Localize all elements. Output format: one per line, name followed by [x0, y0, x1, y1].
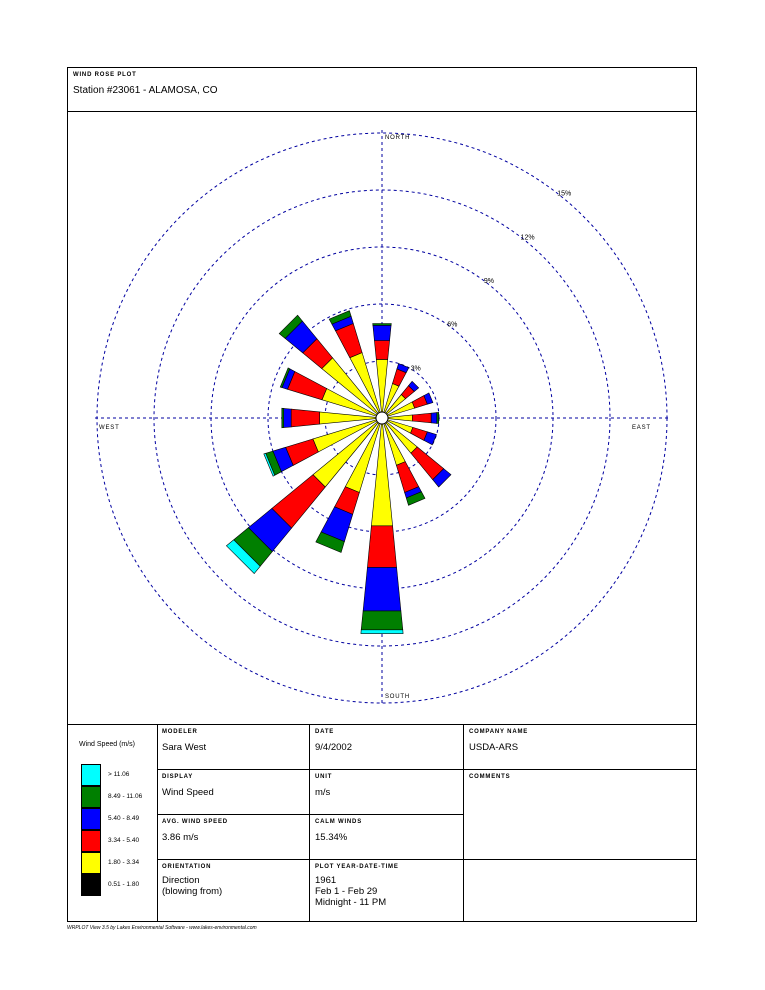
- legend-swatch-5: [81, 874, 101, 896]
- display-label: DISPLAY: [162, 774, 194, 780]
- avg-speed-value: 3.86 m/s: [162, 832, 199, 843]
- avg-speed-label: AVG. WIND SPEED: [162, 819, 228, 825]
- orientation-value-1: Direction: [162, 875, 200, 886]
- west-label: WEST: [99, 425, 120, 431]
- calm-circle: [376, 412, 388, 424]
- petal-N-bin-3: [373, 325, 391, 340]
- date-label: DATE: [315, 729, 335, 735]
- wind-rose-chart: [67, 112, 697, 724]
- footer-col-divider-3: [463, 724, 464, 922]
- ring-label-6: 6%: [447, 321, 458, 329]
- petal-W-bin-2: [291, 409, 319, 427]
- ring-label-3: 3%: [410, 365, 421, 373]
- legend-swatch-1: [81, 786, 101, 808]
- calm-winds-label: CALM WINDS: [315, 819, 362, 825]
- calm-winds-value: 15.34%: [315, 832, 348, 843]
- ring-labels-group: [411, 191, 572, 373]
- petal-N-bin-4: [373, 324, 392, 326]
- petal-E-bin-2: [412, 413, 431, 423]
- company-label: COMPANY NAME: [469, 729, 529, 735]
- petal-W-bin-3: [284, 408, 292, 427]
- footer-row-divider-3: [157, 859, 697, 860]
- unit-value: m/s: [315, 787, 331, 798]
- legend-swatch-4: [81, 852, 101, 874]
- petal-S-bin-2: [367, 526, 396, 568]
- ring-label-15: 15%: [557, 190, 572, 198]
- legend-label-1: 8.49 - 11.06: [108, 793, 143, 800]
- east-label: EAST: [632, 425, 651, 431]
- modeler-value: Sara West: [162, 742, 207, 753]
- legend-swatch-3: [81, 830, 101, 852]
- plot-date-value: Feb 1 - Feb 29: [315, 886, 378, 897]
- footer-col-divider-1: [157, 724, 158, 922]
- comments-label: COMMENTS: [469, 774, 511, 780]
- station-title: Station #23061 - ALAMOSA, CO: [73, 85, 218, 96]
- unit-label: UNIT: [315, 774, 333, 780]
- orientation-label: ORIENTATION: [162, 864, 212, 870]
- legend-label-4: 1.80 - 3.34: [108, 859, 140, 866]
- footer-col-divider-2: [309, 724, 310, 922]
- ring-label-9: 9%: [483, 278, 495, 286]
- ring-label-12: 12%: [520, 234, 535, 242]
- modeler-label: MODELER: [162, 729, 198, 735]
- legend-label-5: 0.51 - 1.80: [108, 881, 140, 888]
- petal-E-bin-4: [437, 412, 439, 423]
- petal-W-bin-4: [282, 408, 284, 428]
- footer-divider: [67, 724, 697, 725]
- petal-N-bin-2: [374, 341, 389, 360]
- petal-E-bin-3: [431, 413, 437, 424]
- date-value: 9/4/2002: [315, 742, 352, 753]
- north-label: NORTH: [385, 135, 411, 141]
- company-value: USDA-ARS: [469, 742, 519, 753]
- plot-year-value: 1961: [315, 875, 337, 886]
- legend-label-3: 3.34 - 5.40: [108, 837, 140, 844]
- orientation-value-2: (blowing from): [162, 886, 223, 897]
- plot-type-label: WIND ROSE PLOT: [73, 72, 137, 78]
- footer-row-divider-2: [157, 814, 463, 815]
- plot-time-label: PLOT YEAR-DATE-TIME: [315, 864, 399, 870]
- plot-time-value: Midnight - 11 PM: [315, 897, 387, 908]
- display-value: Wind Speed: [162, 787, 214, 798]
- petals-group: [226, 311, 451, 634]
- south-label: SOUTH: [385, 694, 410, 700]
- footer-row-divider-1: [157, 769, 697, 770]
- legend-label-0: > 11.06: [108, 771, 130, 778]
- petal-S-bin-5: [361, 630, 403, 634]
- legend-swatch-0: [81, 764, 101, 786]
- legend-swatch-2: [81, 808, 101, 830]
- legend-label-2: 5.40 - 8.49: [108, 815, 140, 822]
- legend-title: Wind Speed (m/s): [79, 741, 136, 748]
- software-credit: WRPLOT View 3.5 by Lakes Environmental Software - www.lakes-environmental.com: [67, 925, 257, 931]
- petal-S-bin-3: [363, 567, 401, 611]
- petal-S-bin-4: [361, 611, 403, 630]
